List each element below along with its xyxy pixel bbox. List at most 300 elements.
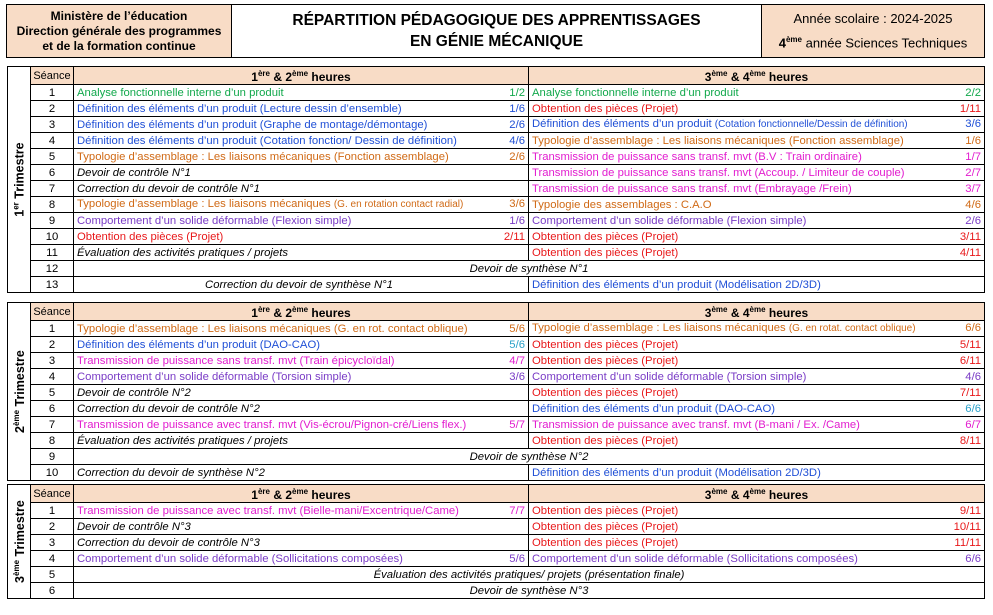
right-activity <box>532 536 981 550</box>
hour-b-sup: ème <box>292 305 309 314</box>
column-header-row <box>31 303 985 321</box>
activity-text: Transmission de puissance avec transf. mvt (B-mani / Ex. /Came) <box>532 418 860 431</box>
activity-text: Définition des éléments d’un produit (Modélisation 2D/3D) <box>532 466 821 479</box>
activity-title <box>77 354 394 368</box>
progress-ref: 2/6 <box>965 214 981 227</box>
column-header-row <box>31 485 985 503</box>
left-activity <box>77 134 525 148</box>
left-activity <box>77 386 525 400</box>
hour-and: & <box>727 306 743 320</box>
progress-ref: 4/7 <box>509 354 525 367</box>
progress-ref <box>521 536 525 550</box>
trimester-label <box>7 484 30 599</box>
session-row <box>31 321 985 337</box>
schedule-table <box>30 302 985 481</box>
session-row <box>31 101 985 117</box>
activity-title <box>205 278 393 292</box>
seance-header: Séance <box>31 303 74 321</box>
hour-b: 4 <box>742 70 750 84</box>
left-activity <box>77 182 525 196</box>
activity-title <box>532 418 860 432</box>
session-row <box>31 165 985 181</box>
activity-text: Définition des éléments d’un produit (Graphe de montage/démontage) <box>77 118 428 131</box>
right-activity <box>532 214 981 228</box>
progress-ref: 4/11 <box>959 246 981 259</box>
activity-text: Analyse fonctionnelle interne d’un produit <box>77 86 284 99</box>
trimester-word: Trimestre <box>12 500 27 560</box>
activity-text: Transmission de puissance avec transf. mvt (Bielle-mani/Excentrique/Came) <box>77 504 459 517</box>
activity-title <box>532 230 678 244</box>
activity-text: Devoir de contrôle N°1 <box>77 166 191 179</box>
hour-word: heures <box>308 488 351 502</box>
activity-text: Définition des éléments d’un produit <box>532 118 715 130</box>
activity-text: Évaluation des activités pratiques / projets <box>77 434 288 447</box>
progress-ref: 3/6 <box>509 198 525 210</box>
session-row <box>31 433 985 449</box>
left-activity <box>77 278 525 292</box>
right-activity-cell <box>529 277 985 293</box>
hour-a-sup: ème <box>711 305 728 314</box>
hour-and: & <box>269 488 286 502</box>
session-row <box>31 385 985 401</box>
trimester-word: Trimestre <box>12 142 27 203</box>
right-activity <box>532 321 981 336</box>
hour-word: heures <box>308 70 351 84</box>
column-header-row <box>31 67 985 85</box>
hour-a: 1 <box>251 306 258 320</box>
right-activity-cell <box>529 535 985 551</box>
session-row <box>31 85 985 101</box>
session-row <box>31 117 985 133</box>
activity-title <box>77 520 191 534</box>
right-activity-cell <box>529 165 985 181</box>
session-number: 8 <box>31 197 74 213</box>
hour-b: 2 <box>285 70 293 84</box>
seance-header: Séance <box>31 67 74 85</box>
activity-title <box>532 166 905 180</box>
document-title <box>232 5 762 57</box>
trimester-num: 3 <box>12 575 27 583</box>
left-activity <box>77 230 525 244</box>
activity-title <box>532 278 821 292</box>
right-activity <box>532 370 981 384</box>
progress-ref: 1/6 <box>509 102 525 115</box>
hour-b: 2 <box>285 306 293 320</box>
class-level <box>779 29 968 53</box>
activity-text: Typologie d’assemblage : Les liaisons mécaniques (Fonction assemblage) <box>77 150 449 163</box>
activity-text: Obtention des pièces (Projet) <box>532 338 679 351</box>
right-activity-cell <box>529 229 985 245</box>
hours-1-2-header <box>74 303 529 321</box>
activity-title <box>77 466 265 480</box>
activity-text: Obtention des pièces (Projet) <box>532 354 679 367</box>
activity-title <box>77 386 191 400</box>
session-number: 3 <box>31 535 74 551</box>
activity-title <box>532 198 712 212</box>
right-activity <box>532 552 981 566</box>
right-activity <box>532 466 981 480</box>
document-header <box>6 4 985 58</box>
left-activity-cell <box>74 369 529 385</box>
progress-ref <box>521 402 525 416</box>
session-number: 1 <box>31 321 74 337</box>
progress-ref: 5/6 <box>509 552 525 565</box>
left-activity-cell <box>74 101 529 117</box>
right-activity <box>532 354 981 368</box>
right-activity <box>532 117 981 132</box>
progress-ref <box>977 278 981 292</box>
hours-3-4-header <box>529 303 985 321</box>
session-number: 5 <box>31 567 74 583</box>
session-row <box>31 197 985 213</box>
progress-ref: 6/6 <box>965 552 981 565</box>
left-activity-cell <box>74 337 529 353</box>
activity-text: Correction du devoir de synthèse N°1 <box>205 278 393 291</box>
level-text: année Sciences Techniques <box>801 35 968 51</box>
ministry-line-3: et de la formation continue <box>42 38 196 53</box>
hour-word: heures <box>308 306 351 320</box>
right-activity-cell <box>529 133 985 149</box>
session-number: 5 <box>31 385 74 401</box>
activity-title <box>532 354 678 368</box>
hour-b-sup: ème <box>292 69 309 78</box>
session-number: 7 <box>31 417 74 433</box>
activity-title <box>77 134 457 148</box>
progress-ref: 6/7 <box>965 418 981 431</box>
schedule-table <box>30 66 985 293</box>
left-activity <box>77 504 525 518</box>
activity-title <box>532 434 678 448</box>
session-number: 2 <box>31 519 74 535</box>
activity-title <box>77 370 351 384</box>
left-activity-cell <box>74 149 529 165</box>
activity-text: Comportement d’un solide déformable (Flexion simple) <box>77 214 352 227</box>
activity-text: Définition des éléments d’un produit (DAO-CAO) <box>532 402 775 415</box>
activity-title <box>532 134 904 148</box>
activity-text: Comportement d’un solide déformable (Flexion simple) <box>532 214 807 227</box>
activity-title <box>77 230 223 244</box>
trimester-2 <box>7 302 986 481</box>
progress-ref: 7/11 <box>959 386 981 399</box>
activity-text: Devoir de contrôle N°2 <box>77 386 191 399</box>
progress-ref: 5/6 <box>509 338 525 351</box>
activity-title <box>532 338 678 352</box>
left-activity-cell <box>74 85 529 101</box>
progress-ref: 3/7 <box>965 182 981 195</box>
trimester-3 <box>7 484 986 599</box>
activity-text: Correction du devoir de synthèse N°2 <box>77 466 265 479</box>
activity-text: Obtention des pièces (Projet) <box>532 520 679 533</box>
session-row <box>31 401 985 417</box>
left-activity <box>77 434 525 448</box>
right-activity-cell <box>529 117 985 133</box>
progress-ref <box>521 182 525 196</box>
session-row <box>31 133 985 149</box>
left-activity <box>77 354 525 368</box>
progress-ref: 6/6 <box>965 402 981 415</box>
activity-title <box>77 214 351 228</box>
activity-text: Comportement d’un solide déformable (Torsion simple) <box>77 370 352 383</box>
progress-ref: 6/11 <box>959 354 981 367</box>
session-row <box>31 229 985 245</box>
hour-a: 3 <box>704 306 712 320</box>
activity-detail: (G. en rotation contact radial) <box>333 199 464 210</box>
left-activity-cell <box>74 465 529 481</box>
hours-3-4-header <box>529 67 985 85</box>
left-activity <box>77 150 525 164</box>
right-activity <box>532 182 981 196</box>
trimester-label-text <box>11 350 26 433</box>
left-activity-cell <box>74 245 529 261</box>
left-activity-cell <box>74 197 529 213</box>
session-row <box>31 519 985 535</box>
activity-text: Obtention des pièces (Projet) <box>532 386 679 399</box>
left-activity <box>77 418 525 432</box>
left-activity <box>77 214 525 228</box>
progress-ref: 4/6 <box>965 198 981 211</box>
activity-title <box>77 182 260 196</box>
ministry-line-2: Direction générale des programmes <box>16 23 222 38</box>
right-activity <box>532 198 981 212</box>
activity-title <box>77 536 260 550</box>
hour-a-sup: ème <box>711 487 728 496</box>
activity-title <box>77 86 284 100</box>
session-row <box>31 149 985 165</box>
progress-ref: 8/11 <box>959 434 981 447</box>
activity-title <box>532 321 916 336</box>
progress-ref: 1/7 <box>965 150 981 163</box>
right-activity <box>532 150 981 164</box>
session-number: 12 <box>31 261 74 277</box>
trimester-sup: ème <box>11 409 21 426</box>
activity-text: Obtention des pièces (Projet) <box>77 230 224 243</box>
session-row <box>31 535 985 551</box>
right-activity-cell <box>529 149 985 165</box>
progress-ref <box>977 466 981 480</box>
hour-and: & <box>727 488 743 502</box>
trimester-label-text <box>11 142 26 216</box>
session-number: 7 <box>31 181 74 197</box>
trimester-label <box>7 66 30 293</box>
left-activity-cell <box>74 229 529 245</box>
left-activity-cell <box>74 277 529 293</box>
activity-title <box>77 504 459 518</box>
hour-and: & <box>269 306 286 320</box>
hour-a-sup: ère <box>257 69 270 78</box>
session-row <box>31 369 985 385</box>
right-activity <box>532 246 981 260</box>
progress-ref <box>521 246 525 260</box>
progress-ref: 5/11 <box>959 338 981 351</box>
year-level-block <box>762 5 984 57</box>
left-activity-cell <box>74 117 529 133</box>
trimester-word: Trimestre <box>12 350 27 410</box>
activity-text: Devoir de contrôle N°3 <box>77 520 191 533</box>
progress-ref: 5/7 <box>509 418 525 431</box>
activity-title <box>77 402 260 416</box>
session-number: 8 <box>31 433 74 449</box>
progress-ref: 1/6 <box>965 134 981 147</box>
hour-a: 3 <box>704 488 712 502</box>
session-row <box>31 583 985 599</box>
activity-text: Comportement d’un solide déformable (Sollicitations composées) <box>532 552 858 565</box>
right-activity-cell <box>529 101 985 117</box>
left-activity <box>77 102 525 116</box>
right-activity <box>532 102 981 116</box>
progress-ref: 1/11 <box>959 102 981 115</box>
full-session-activity: Évaluation des activités pratiques/ projets (présentation finale) <box>74 567 985 583</box>
activity-text: Typologie d’assemblage : Les liaisons mécaniques <box>77 198 334 210</box>
activity-title <box>77 552 403 566</box>
hour-b-sup: ème <box>749 305 766 314</box>
left-activity-cell <box>74 551 529 567</box>
activity-text: Obtention des pièces (Projet) <box>532 230 679 243</box>
activity-text: Correction du devoir de contrôle N°1 <box>77 182 260 195</box>
right-activity <box>532 418 981 432</box>
activity-title <box>77 118 427 132</box>
activity-title <box>532 370 806 384</box>
right-activity-cell <box>529 465 985 481</box>
progress-ref: 2/6 <box>509 150 525 163</box>
right-activity <box>532 520 981 534</box>
session-row <box>31 449 985 465</box>
left-activity <box>77 322 525 336</box>
progress-ref: 4/6 <box>509 134 525 147</box>
left-activity-cell <box>74 181 529 197</box>
session-row <box>31 567 985 583</box>
activity-title <box>532 520 678 534</box>
right-activity-cell <box>529 245 985 261</box>
school-year: Année scolaire : 2024-2025 <box>793 11 953 27</box>
left-activity-cell <box>74 401 529 417</box>
progress-ref: 2/6 <box>509 118 525 131</box>
activity-text: Obtention des pièces (Projet) <box>532 102 679 115</box>
session-row <box>31 181 985 197</box>
activity-title <box>77 418 466 432</box>
activity-text: Obtention des pièces (Projet) <box>532 434 679 447</box>
progress-ref: 5/6 <box>509 322 525 335</box>
left-activity-cell <box>74 213 529 229</box>
progress-ref <box>521 166 525 180</box>
activity-text: Analyse fonctionnelle interne d’un produit <box>532 86 739 99</box>
session-number: 3 <box>31 117 74 133</box>
session-number: 4 <box>31 133 74 149</box>
session-row <box>31 213 985 229</box>
progress-ref: 3/11 <box>959 230 981 243</box>
left-activity-cell <box>74 165 529 181</box>
title-line-2: EN GÉNIE MÉCANIQUE <box>409 33 584 50</box>
left-activity-cell <box>74 535 529 551</box>
right-activity <box>532 278 981 292</box>
progress-ref: 6/6 <box>965 322 981 334</box>
activity-title <box>532 150 862 164</box>
seance-header: Séance <box>31 485 74 503</box>
progress-ref <box>521 466 525 480</box>
session-number: 10 <box>31 229 74 245</box>
hour-b: 2 <box>285 488 293 502</box>
left-activity-cell <box>74 353 529 369</box>
activity-text: Obtention des pièces (Projet) <box>532 504 679 517</box>
right-activity-cell <box>529 519 985 535</box>
session-number: 9 <box>31 449 74 465</box>
right-activity-cell <box>529 503 985 519</box>
activity-detail: (Cotation fonctionnelle/Dessin de définition) <box>714 119 908 130</box>
progress-ref: 2/7 <box>965 166 981 179</box>
right-activity-cell <box>529 401 985 417</box>
progress-ref: 3/6 <box>509 370 525 383</box>
session-number: 10 <box>31 465 74 481</box>
progress-ref: 7/7 <box>509 504 525 517</box>
session-number: 2 <box>31 101 74 117</box>
right-activity <box>532 134 981 148</box>
hour-and: & <box>727 70 743 84</box>
progress-ref <box>521 434 525 448</box>
session-row <box>31 261 985 277</box>
left-activity <box>77 118 525 132</box>
hour-and: & <box>269 70 286 84</box>
activity-text: Comportement d’un solide déformable (Torsion simple) <box>532 370 807 383</box>
session-row <box>31 245 985 261</box>
hour-a-sup: ème <box>711 69 728 78</box>
left-activity-cell <box>74 503 529 519</box>
right-activity-cell <box>529 433 985 449</box>
right-activity <box>532 504 981 518</box>
left-activity <box>77 86 525 100</box>
right-activity <box>532 402 981 416</box>
activity-text: Définition des éléments d’un produit (Lecture dessin d’ensemble) <box>77 102 402 115</box>
right-activity <box>532 230 981 244</box>
hour-word: heures <box>765 306 809 320</box>
hour-b-sup: ème <box>749 69 766 78</box>
session-number: 9 <box>31 213 74 229</box>
session-number: 11 <box>31 245 74 261</box>
left-activity <box>77 552 525 566</box>
activity-text: Typologie d’assemblage : Les liaisons mécaniques <box>532 322 789 334</box>
activity-text: Obtention des pièces (Projet) <box>532 246 679 259</box>
schedule-table <box>30 484 985 599</box>
activity-title <box>532 214 806 228</box>
activity-title <box>77 102 402 116</box>
left-activity-cell <box>74 321 529 337</box>
progress-ref: 1/2 <box>509 86 525 99</box>
session-number: 6 <box>31 401 74 417</box>
hour-b: 4 <box>742 306 750 320</box>
right-activity-cell <box>529 337 985 353</box>
activity-text: Évaluation des activités pratiques / projets <box>77 246 288 259</box>
ministry-line-1: Ministère de l’éducation <box>50 8 188 23</box>
progress-ref: 11/11 <box>954 536 981 549</box>
activity-title <box>77 338 320 352</box>
full-session-activity: Devoir de synthèse N°2 <box>74 449 985 465</box>
session-number: 2 <box>31 337 74 353</box>
activity-title <box>532 504 678 518</box>
activity-title <box>532 86 739 100</box>
left-activity-cell <box>74 433 529 449</box>
hour-b: 4 <box>742 488 750 502</box>
activity-text: Correction du devoir de contrôle N°2 <box>77 402 260 415</box>
right-activity-cell <box>529 181 985 197</box>
trimester-num: 2 <box>12 425 27 433</box>
session-number: 4 <box>31 551 74 567</box>
activity-title <box>532 246 678 260</box>
right-activity-cell <box>529 551 985 567</box>
activity-title <box>532 386 678 400</box>
left-activity-cell <box>74 417 529 433</box>
activity-text: Transmission de puissance sans transf. mvt (Embrayage /Frein) <box>532 182 852 195</box>
session-row <box>31 277 985 293</box>
activity-title <box>77 197 463 212</box>
full-session-activity: Devoir de synthèse N°1 <box>74 261 985 277</box>
